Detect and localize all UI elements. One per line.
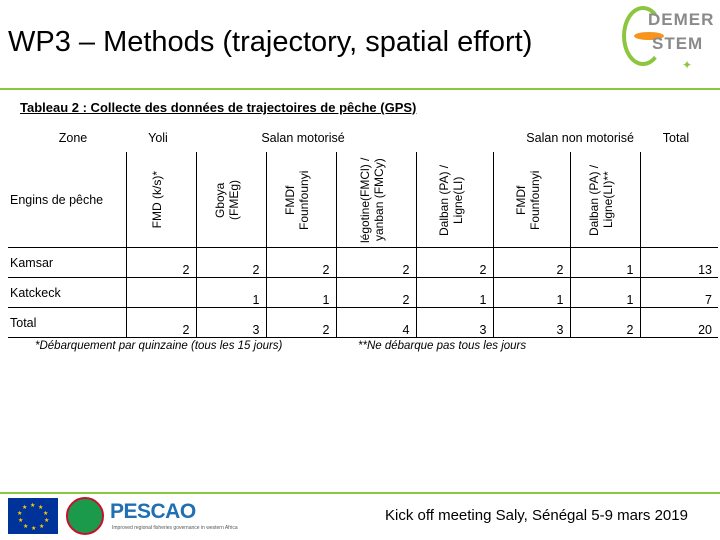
data-table [8, 124, 718, 338]
col-header-1: FMD (k/s)* [150, 170, 165, 229]
header-zone: Zone [58, 131, 88, 145]
header-salan-motorise: Salan motorisé [261, 131, 345, 145]
col-header-5: Dalban (PA) / Ligne(LI) [436, 163, 465, 236]
footer-event-text: Kick off meeting Saly, Sénégal 5-9 mars 2019 [385, 507, 688, 524]
header-yoli: Yoli [148, 131, 168, 145]
header-row-2 [8, 152, 718, 248]
table-cell: 2 [336, 278, 416, 308]
table-cell: 1 [570, 278, 640, 308]
ecowas-logo [66, 497, 104, 535]
table-cell: 20 [640, 308, 718, 338]
table-cell: 4 [336, 308, 416, 338]
col-header-7: Dalban (PA) / Ligne(LI)** [587, 163, 615, 236]
table-cell [126, 278, 196, 308]
row-label-kamsar: Kamsar [8, 248, 126, 278]
table-caption: Tableau 2 : Collecte des données de trajectoires de pêche (GPS) [20, 100, 417, 115]
table-cell: 1 [416, 278, 493, 308]
table-cell: 2 [266, 248, 336, 278]
title-divider [0, 88, 720, 90]
bird-icon: ✦ [682, 58, 693, 72]
logo-text-line2: STEM [652, 34, 704, 53]
table-cell: 2 [570, 308, 640, 338]
pescao-logo-text: PESCAO [110, 500, 196, 523]
slide-title: WP3 – Methods (trajectory, spatial effort) [8, 26, 533, 58]
header-salan-non-motorise: Salan non motorisé [526, 131, 634, 145]
table-cell: 13 [640, 248, 718, 278]
footnote-right: **Ne débarque pas tous les jours [358, 340, 527, 352]
row-label-katckeck: Katckeck [8, 278, 126, 308]
footer-divider [0, 492, 720, 494]
header-total: Total [662, 131, 690, 145]
table-cell: 1 [570, 248, 640, 278]
col-header-6: FMDf Founfounyi [513, 169, 542, 230]
footnote-left: *Débarquement par quinzaine (tous les 15 jours) [35, 340, 283, 352]
table-cell: 3 [196, 308, 266, 338]
pescao-logo [110, 500, 196, 524]
table-cell: 2 [126, 248, 196, 278]
table-row [8, 278, 718, 308]
table-cell: 1 [196, 278, 266, 308]
table-cell: 2 [336, 248, 416, 278]
table-cell: 2 [493, 248, 570, 278]
table-cell: 3 [416, 308, 493, 338]
table-row [8, 308, 718, 338]
demerstem-logo [620, 2, 716, 74]
table-cell: 1 [493, 278, 570, 308]
table-cell: 2 [196, 248, 266, 278]
eu-flag-logo: ★ ★ ★ ★ ★ ★ ★ ★ ★ ★ [8, 498, 58, 534]
table-cell: 2 [416, 248, 493, 278]
table-cell: 2 [126, 308, 196, 338]
col-header-4: légotine(FMCl) / yanban (FMCy) [358, 156, 386, 243]
header-row-1 [8, 124, 718, 152]
table-cell: 2 [266, 308, 336, 338]
col-header-2: Gboya (FMEg) [213, 179, 241, 220]
col-header-3: FMDf Founfounyi [283, 169, 311, 230]
table-cell: 1 [266, 278, 336, 308]
row-label-total: Total [8, 308, 126, 338]
logo-text-line1: DEMER [648, 10, 715, 29]
table-row [8, 248, 718, 278]
pescao-subtitle: Improved regional fisheries governance in western Africa [112, 525, 238, 531]
header-engins: Engins de pêche [10, 192, 104, 207]
table-cell: 7 [640, 278, 718, 308]
table-cell: 3 [493, 308, 570, 338]
